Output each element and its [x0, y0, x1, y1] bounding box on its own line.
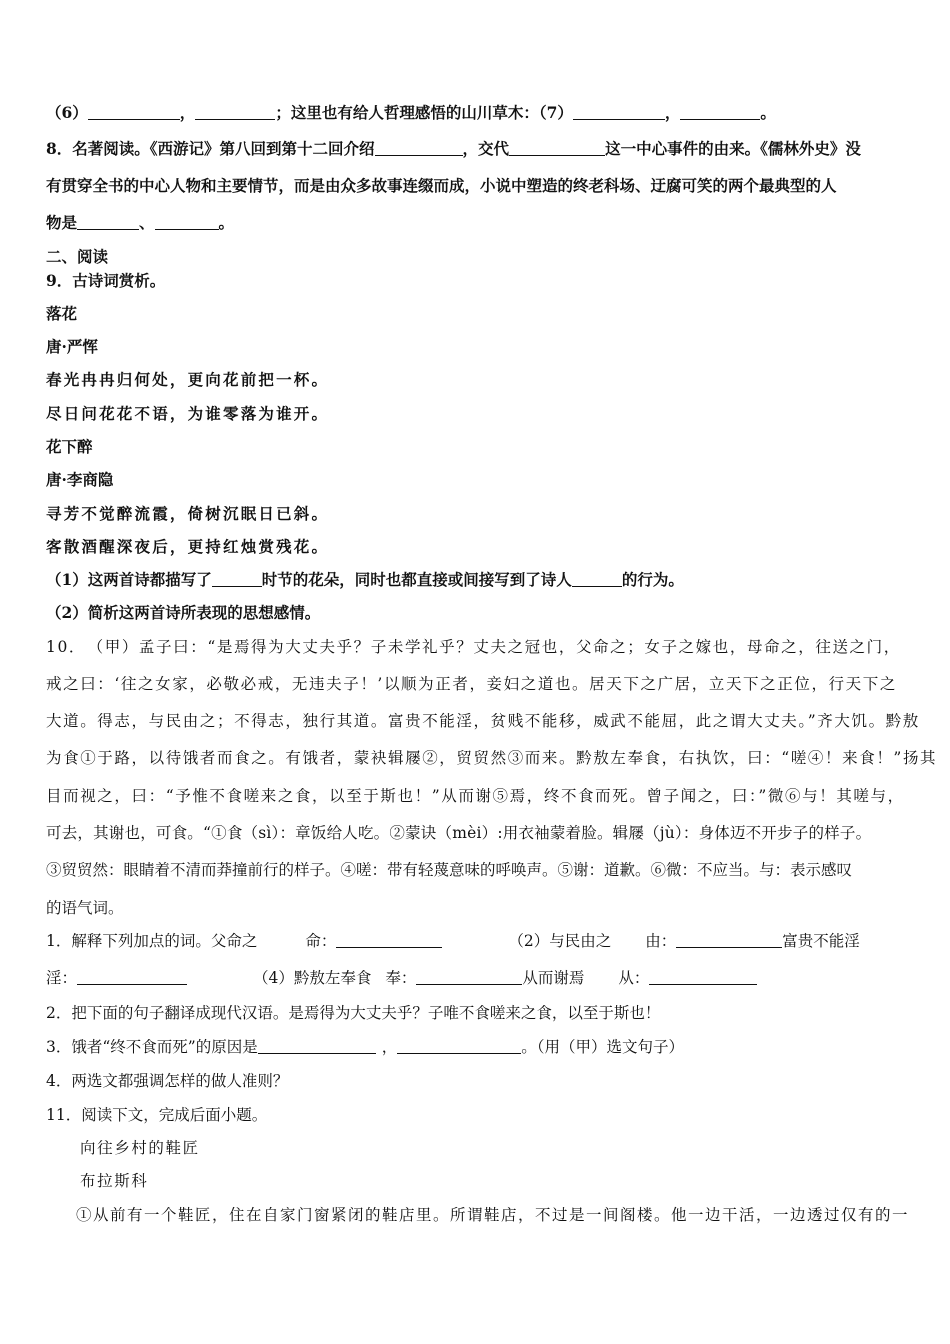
q10-passage-line: 10． （甲）孟子曰：“是焉得为大丈夫乎？子未学礼乎？丈夫之冠也，父命之；女子之嫁也，母命之，往送之门，: [46, 638, 901, 656]
q10-sub-1-line-1: 1．解释下列加点的词。父命之 命： （2）与民由之 由： 富贵不能淫: [46, 932, 860, 950]
q10-passage-line: 为食①于路，以待饿者而食之。有饿者，蒙袂辑屦②，贸贸然③而来。黔敖左奉食，右执饮，曰：“嗟④！来食！”扬其: [46, 749, 938, 767]
q9-sub-1: （1）这两首诗都描写了 时节的花朵，同时也都直接或间接写到了诗人 的行为。: [46, 570, 684, 589]
q7-continuation-line: （6） ， ；这里也有给人哲理感悟的山川草木：（7） ， 。: [46, 103, 776, 122]
answer-blank[interactable]: [509, 139, 605, 156]
answer-blank[interactable]: [155, 213, 219, 230]
q10-sub-1-line-2: 淫： （4）黔敖左奉食 奉： 从而谢焉 从：: [46, 967, 757, 989]
answer-blank[interactable]: [195, 103, 275, 120]
q10-sub-4: 4．两选文都强调怎样的做人准则？: [46, 1072, 289, 1090]
answer-blank[interactable]: [676, 931, 782, 948]
story-paragraph-1: ①从前有一个鞋匠，住在自家门窗紧闭的鞋店里。所谓鞋店，不过是一间阁楼。他一边干活，一边透过仅有的一: [76, 1206, 910, 1224]
poem2-line-2: 客散酒醒深夜后，更持红烛赏残花。: [46, 537, 330, 556]
answer-blank[interactable]: [680, 103, 760, 120]
answer-blank[interactable]: [336, 931, 442, 948]
answer-blank[interactable]: [88, 103, 180, 120]
q10-sub-3: 3．饿者“终不食而死”的原因是 ， 。（用（甲）选文句子）: [46, 1038, 684, 1056]
poem1-line-1: 春光冉冉归何处，更向花前把一杯。: [46, 370, 330, 389]
q11-title: 11．阅读下文，完成后面小题。: [46, 1106, 268, 1124]
poem2-title: 花下醉: [46, 437, 93, 456]
answer-blank[interactable]: [649, 968, 757, 985]
q10-passage-line: 戒之曰：‘往之女家，必敬必戒，无违夫子！’以顺为正者，妾妇之道也。居天下之广居，立天下之正位，行天下之: [46, 675, 897, 693]
q10-passage-line: 的语气词。: [46, 899, 124, 917]
q10-sub-2: 2．把下面的句子翻译成现代汉语。是焉得为大丈夫乎？子唯不食嗟来之食，以至于斯也！: [46, 1004, 661, 1022]
answer-blank[interactable]: [572, 570, 622, 587]
poem1-author: 唐·严恽: [46, 337, 98, 356]
q10-passage-line: 大道。得志，与民由之；不得志，独行其道。富贵不能淫，贫贱不能移，威武不能屈，此之谓大丈夫。”齐大饥。黔敖: [46, 712, 920, 730]
section-heading: 二、阅读: [46, 247, 109, 266]
q8-line-3: 物是 、 。: [46, 213, 235, 232]
q8-line-1: 8．名著阅读。《西游记》第八回到第十二回介绍 ，交代 这一中心事件的由来。《儒林外史》没: [46, 139, 861, 158]
answer-blank[interactable]: [416, 968, 522, 985]
answer-blank[interactable]: [573, 103, 665, 120]
answer-blank[interactable]: [212, 570, 262, 587]
poem2-author: 唐·李商隐: [46, 470, 114, 489]
answer-blank[interactable]: [397, 1037, 521, 1054]
answer-blank[interactable]: [375, 139, 463, 156]
story-author: 布拉斯科: [80, 1172, 149, 1190]
answer-blank[interactable]: [258, 1037, 376, 1054]
q9-sub-2: （2）简析这两首诗所表现的思想感情。: [46, 603, 321, 622]
q7-prompt-text: 这里也有给人哲理感悟的山川草木：: [290, 103, 539, 122]
item-7-label: （7）: [538, 103, 573, 122]
story-title: 向往乡村的鞋匠: [80, 1139, 200, 1157]
answer-blank[interactable]: [77, 968, 187, 985]
q10-passage-line: ③贸贸然：眼睛着不清而莽撞前行的样子。④嗟：带有轻蔑意味的呼唤声。⑤谢：道歉。⑥微：不应当。与：表示感叹: [46, 861, 853, 879]
poem1-line-2: 尽日问花花不语，为谁零落为谁开。: [46, 404, 330, 423]
q10-passage-line: 可去，其谢也，可食。“①食（sì）：章饭给人吃。②蒙诀（mèi）:用衣袖蒙着脸。辑屦（jù）：身体迈不开步子的样子。: [46, 824, 872, 842]
poem2-line-1: 寻芳不觉醉流霞，倚树沉眠日已斜。: [46, 504, 330, 523]
q8-line-2: 有贯穿全书的中心人物和主要情节，而是由众多故事连缀而成，小说中塑造的终老科场、迂腐可笑的两个最典型的人: [46, 176, 837, 195]
answer-blank[interactable]: [77, 213, 139, 230]
item-6-label: （6）: [46, 103, 88, 122]
q9-title: 9．古诗词赏析。: [46, 271, 166, 290]
poem1-title: 落花: [46, 304, 78, 323]
q10-passage-line: 目而视之，曰：“予惟不食嗟来之食，以至于斯也！”从而谢⑤焉，终不食而死。曾子闻之，曰：”微⑥与！其嗟与，: [46, 787, 905, 805]
